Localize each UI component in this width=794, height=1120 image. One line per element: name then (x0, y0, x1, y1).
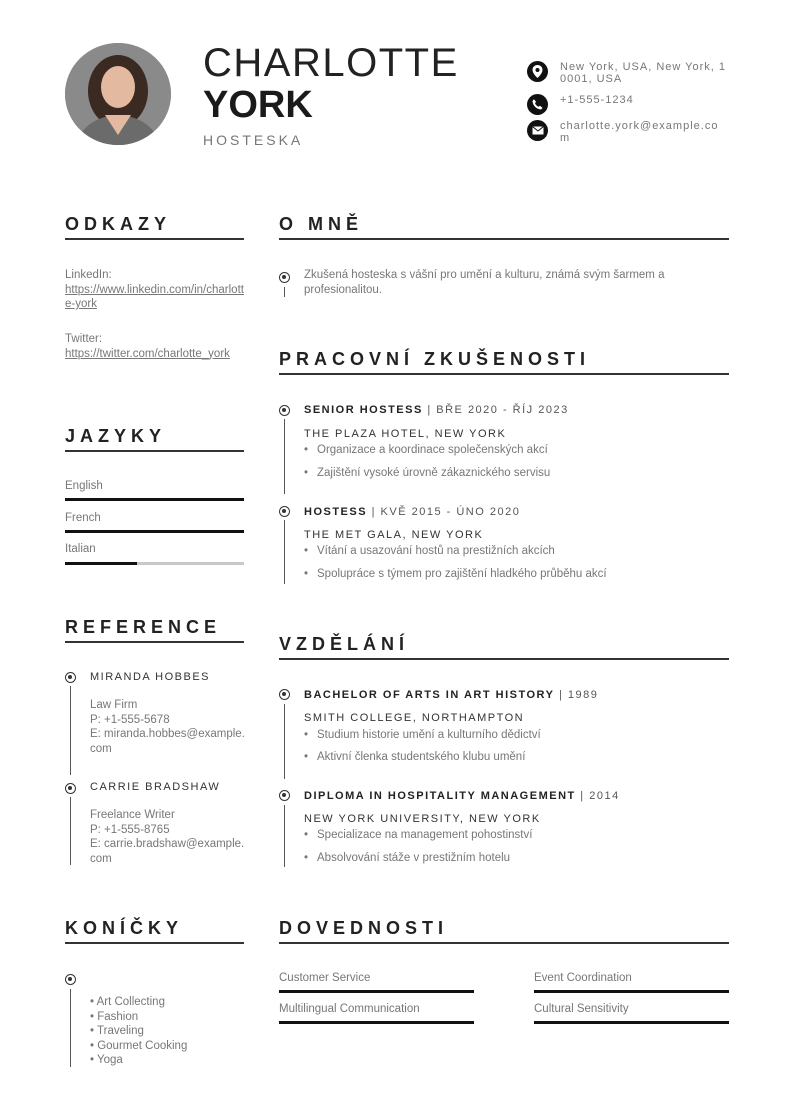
timeline-line (284, 704, 285, 779)
bullet-text: Studium historie umění a kulturního dědictví (317, 729, 541, 741)
language-name: French (65, 512, 101, 524)
address-text: New York, USA, New York, 10001, USA (560, 61, 727, 85)
bullet-item: • Absolvování stáže v prestižním hotelu (304, 852, 511, 864)
reference-details (90, 808, 245, 866)
timeline-marker-icon (65, 783, 76, 794)
timeline-marker-icon (279, 790, 290, 801)
references-section-title: REFERENCE (65, 617, 222, 637)
bullet-item: • Vítání a usazování hostů na prestižních akcích (304, 545, 555, 557)
job-dates: | KVĚ 2015 - ÚNO 2020 (367, 506, 521, 518)
skill-name: Customer Service (279, 972, 371, 984)
section-divider (65, 641, 244, 643)
skill-name: Multilingual Communication (279, 1003, 420, 1015)
timeline-line (70, 797, 71, 865)
timeline-marker-icon (279, 405, 290, 416)
contact-email (527, 120, 727, 144)
section-divider (65, 942, 244, 944)
timeline-line (70, 989, 71, 1067)
profile-photo (65, 43, 171, 145)
job-dates: | BŘE 2020 - ŘÍJ 2023 (422, 404, 569, 416)
hobby-item: • Fashion (90, 1010, 139, 1023)
reference-company: Freelance Writer (90, 809, 175, 821)
hobby-list (90, 995, 187, 1068)
reference-email: E: carrie.bradshaw@example.com (90, 838, 245, 865)
hobby-item: • Art Collecting (90, 996, 165, 1008)
hobby-item: • Traveling (90, 1025, 144, 1037)
degree-year: | 2014 (575, 790, 620, 802)
job-role: SENIOR HOSTESS (304, 404, 423, 416)
link-label: LinkedIn: (65, 269, 112, 281)
timeline-line (284, 805, 285, 867)
bullet-item: • Specializace na management pohostinství (304, 829, 533, 841)
institution: NEW YORK UNIVERSITY, NEW YORK (304, 813, 541, 825)
bullet-item: • Aktivní členka studentského klubu umění (304, 751, 526, 763)
language-level-bar (65, 562, 244, 565)
section-divider (65, 450, 244, 452)
degree-year: | 1989 (554, 689, 599, 701)
reference-phone: P: +1-555-5678 (90, 713, 170, 726)
language-level-fill (65, 498, 244, 501)
bullet-text: Absolvování stáže v prestižním hotelu (317, 852, 511, 864)
bullet-text: Vítání a usazování hostů na prestižních akcích (317, 545, 555, 557)
employer: THE PLAZA HOTEL, NEW YORK (304, 428, 507, 440)
skill-level-fill (534, 990, 729, 993)
hobby-item: • Yoga (90, 1054, 123, 1066)
skill-level-fill (279, 1021, 474, 1024)
language-level-fill (65, 562, 137, 565)
skill-name: Event Coordination (534, 972, 632, 984)
skill-level-fill (534, 1021, 729, 1024)
bullet-item: • Spolupráce s týmem pro zajištění hladkého průběhu akcí (304, 568, 607, 580)
bullet-item: • Studium historie umění a kulturního dědictví (304, 729, 541, 741)
languages-section-title: JAZYKY (65, 426, 167, 446)
contact-address (527, 61, 727, 85)
bullet-text: Zajištění vysoké úrovně zákaznického servisu (317, 467, 551, 479)
language-level-fill (65, 530, 244, 533)
phone-text: +1-555-1234 (560, 94, 634, 106)
link-linkedin (65, 268, 244, 312)
employer: THE MET GALA, NEW YORK (304, 529, 484, 541)
job-title: HOSTESKA (203, 132, 304, 148)
linkedin-link[interactable]: https://www.linkedin.com/in/charlotte-york (65, 283, 244, 310)
last-name: YORK (203, 84, 313, 126)
skill-name: Cultural Sensitivity (534, 1003, 629, 1015)
bullet-text: Spolupráce s týmem pro zajištění hladkého průběhu akcí (317, 568, 607, 580)
section-divider (279, 238, 729, 240)
hobby-item: • Gourmet Cooking (90, 1039, 188, 1052)
skill-level-fill (279, 990, 474, 993)
email-text: charlotte.york@example.com (560, 120, 719, 144)
language-name: English (65, 480, 103, 492)
reference-name: CARRIE BRADSHAW (90, 781, 221, 793)
envelope-icon (527, 120, 548, 141)
timeline-marker-icon (65, 974, 76, 985)
bullet-text: Specializace na management pohostinství (317, 829, 533, 841)
language-level-bar (65, 530, 244, 533)
experience-heading (304, 404, 569, 416)
skill-level-bar (279, 1021, 474, 1024)
phone-icon (527, 94, 548, 115)
location-pin-icon (527, 61, 548, 82)
timeline-line (284, 287, 285, 297)
timeline-marker-icon (65, 672, 76, 683)
skill-level-bar (279, 990, 474, 993)
experience-section-title: PRACOVNÍ ZKUŠENOSTI (279, 349, 591, 369)
language-level-bar (65, 498, 244, 501)
links-section-title: ODKAZY (65, 214, 171, 234)
skill-level-bar (534, 1021, 729, 1024)
about-section-title: O MNĚ (279, 214, 364, 234)
reference-email: E: miranda.hobbes@example.com (90, 728, 245, 755)
timeline-line (284, 520, 285, 584)
degree: DIPLOMA IN HOSPITALITY MANAGEMENT (304, 790, 576, 802)
education-section-title: VZDĚLÁNÍ (279, 634, 409, 654)
section-divider (279, 658, 729, 660)
institution: SMITH COLLEGE, NORTHAMPTON (304, 712, 525, 724)
reference-details (90, 698, 245, 756)
bullet-text: Aktivní členka studentského klubu umění (317, 751, 526, 763)
education-heading (304, 689, 598, 701)
degree: BACHELOR OF ARTS IN ART HISTORY (304, 689, 555, 701)
experience-heading (304, 506, 520, 518)
timeline-marker-icon (279, 506, 290, 517)
reference-name: MIRANDA HOBBES (90, 671, 211, 683)
hobbies-section-title: KONÍČKY (65, 918, 184, 938)
contact-phone (527, 94, 727, 115)
reference-company: Law Firm (90, 699, 138, 711)
twitter-link[interactable]: https://twitter.com/charlotte_york (65, 347, 230, 360)
bullet-text: Organizace a koordinace společenských akcí (317, 444, 548, 456)
bullet-item: • Zajištění vysoké úrovně zákaznického servisu (304, 467, 551, 479)
timeline-marker-icon (279, 272, 290, 283)
job-role: HOSTESS (304, 506, 368, 518)
skill-level-bar (534, 990, 729, 993)
bullet-item: • Organizace a koordinace společenských akcí (304, 444, 548, 456)
section-divider (279, 373, 729, 375)
timeline-line (284, 419, 285, 494)
education-heading (304, 790, 620, 802)
language-name: Italian (65, 543, 96, 555)
timeline-marker-icon (279, 689, 290, 700)
link-twitter (65, 332, 244, 361)
first-name: CHARLOTTE (203, 41, 459, 85)
section-divider (279, 942, 729, 944)
about-text: Zkušená hosteska s vášní pro umění a kulturu, známá svým šarmem a profesionalitou. (304, 269, 665, 296)
skills-section-title: DOVEDNOSTI (279, 918, 449, 938)
section-divider (65, 238, 244, 240)
reference-phone: P: +1-555-8765 (90, 823, 170, 836)
link-label: Twitter: (65, 333, 103, 345)
timeline-line (70, 686, 71, 775)
